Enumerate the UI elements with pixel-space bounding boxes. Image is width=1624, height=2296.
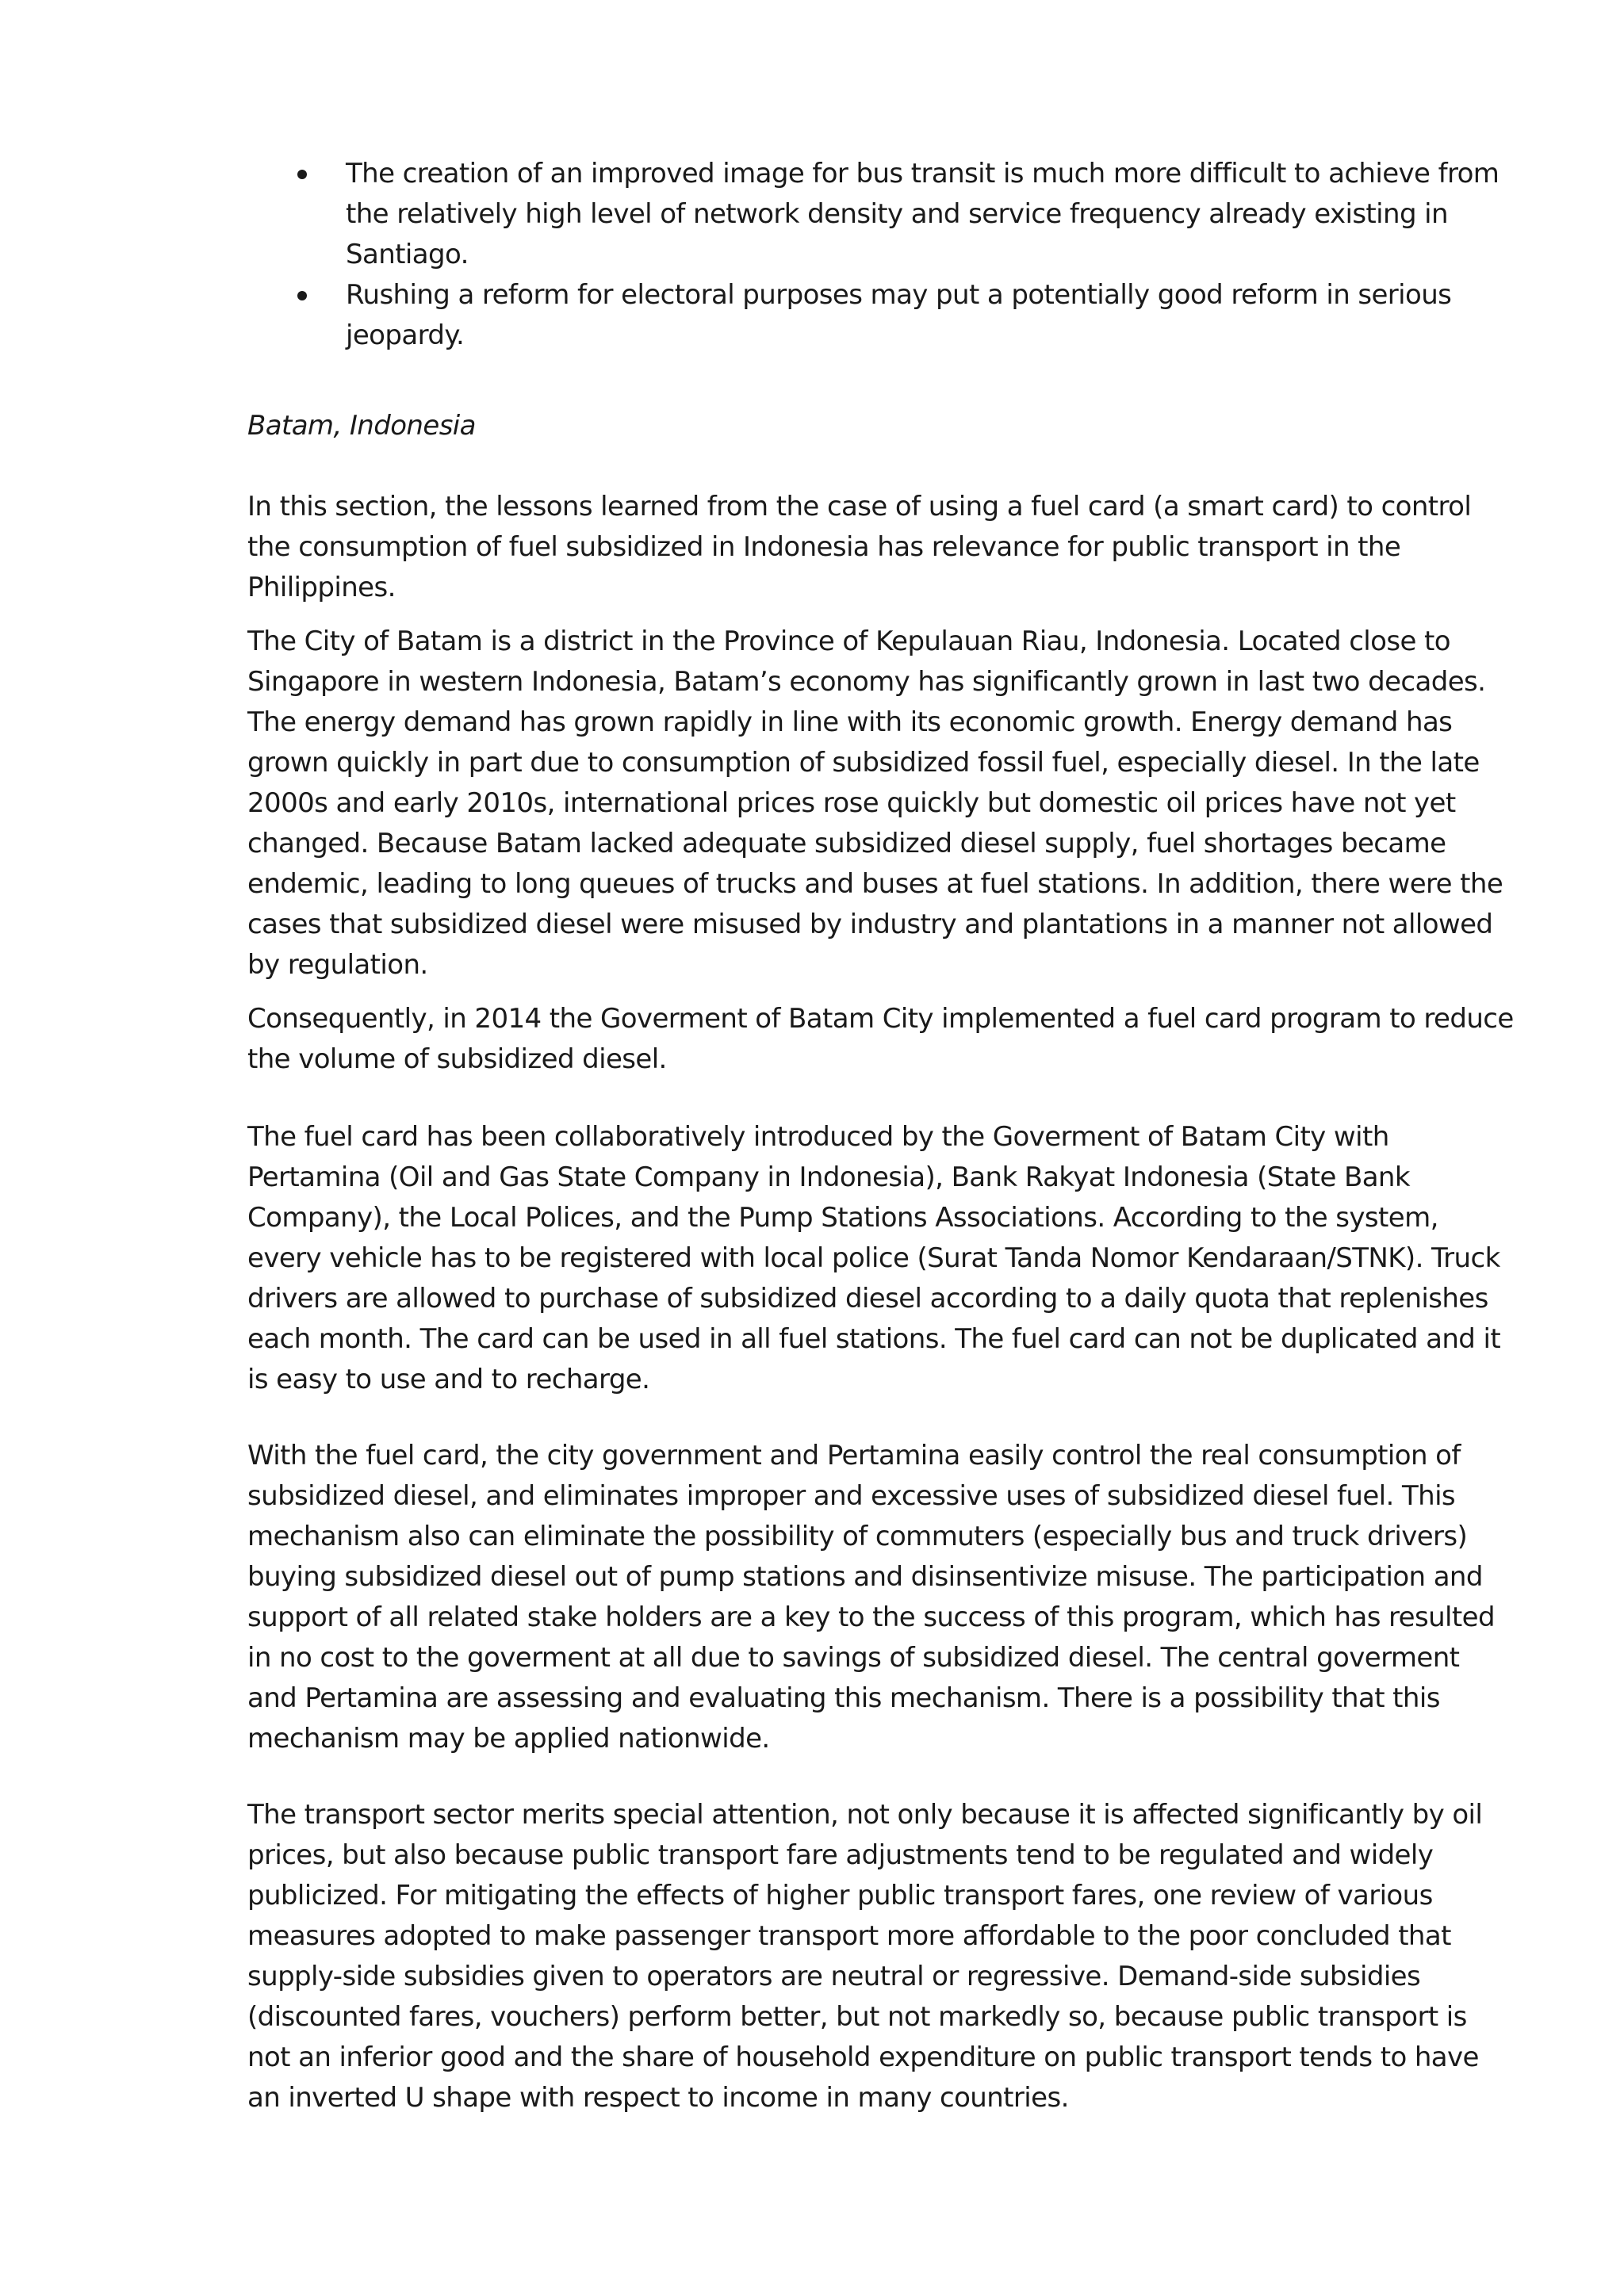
paragraph-fuel-card-introduction: The fuel card has been collaboratively introduced by the Goverment of Batam City with Pertamina (Oil and Gas State Company in Indonesia), Bank Rakyat Indonesia (State Bank Company), the Local Polices, and the Pump Stations Associations. According to the system, every vehicle has to be registered with local police (Surat Tanda Nomor Kendaraan/STNK). Truck drivers are allowed to purchase of subsidized diesel according to a daily quota that replenishes each month. The card can be used in all fuel stations. The fuel card can not be duplicated and it is easy to use and to recharge.	[247, 1121, 1501, 1395]
bullet-item	[247, 154, 1516, 275]
paragraph-city-of-batam: The City of Batam is a district in the Province of Kepulauan Riau, Indonesia. Located close to Singapore in western Indonesia, Batam’s economy has significantly grown in last two decades. The energy demand has grown rapidly in line with its economic growth. Energy demand has grown quickly in part due to consumption of subsidized fossil fuel, especially diesel. In the late 2000s and early 2010s, international prices rose quickly but domestic oil prices have not yet changed. Because Batam lacked adequate subsidized diesel supply, fuel shortages became endemic, leading to long queues of trucks and buses at fuel stations. In addition, there were the cases that subsidized diesel were misused by industry and plantations in a manner not allowed by regulation.	[247, 626, 1503, 981]
bullet-text: Rushing a reform for electoral purposes may put a potentially good reform in serious jeopardy.	[346, 279, 1452, 351]
bullet-item	[247, 275, 1516, 356]
paragraph-fuel-card-program: Consequently, in 2014 the Goverment of Batam City implemented a fuel card program to reduce the volume of subsidized diesel.	[247, 1003, 1514, 1075]
bullet-dot-icon	[297, 291, 307, 300]
document-body	[247, 154, 1516, 2118]
paragraph-fuel-card-benefits: With the fuel card, the city government and Pertamina easily control the real consumption of subsidized diesel, and eliminates improper and excessive uses of subsidized diesel fuel. This mechanism also can eliminate the possibility of commuters (especially bus and truck drivers) buying subsidized diesel out of pump stations and disinsentivize misuse. The participation and support of all related stake holders are a key to the success of this program, which has resulted in no cost to the goverment at all due to savings of subsidized diesel. The central goverment and Pertamina are assessing and evaluating this mechanism. There is a possibility that this mechanism may be applied nationwide.	[247, 1440, 1495, 1755]
paragraph-intro: In this section, the lessons learned from the case of using a fuel card (a smart card) to control the consumption of fuel subsidized in Indonesia has relevance for public transport in the Philippines.	[247, 491, 1472, 603]
bullet-list	[247, 154, 1516, 356]
paragraph-transport-sector: The transport sector merits special attention, not only because it is affected significantly by oil prices, but also because public transport fare adjustments tend to be regulated and widely publicized. For mitigating the effects of higher public transport fares, one review of various measures adopted to make passenger transport more affordable to the poor concluded that supply-side subsidies given to operators are neutral or regressive. Demand-side subsidies (discounted fares, vouchers) perform better, but not markedly so, because public transport is not an inferior good and the share of household expenditure on public transport tends to have an inverted U shape with respect to income in many countries.	[247, 1799, 1483, 2114]
bullet-dot-icon	[297, 170, 307, 179]
section-heading: Batam, Indonesia	[247, 410, 476, 442]
bullet-text: The creation of an improved image for bus transit is much more difficult to achieve from the relatively high level of network density and service frequency already existing in Santiago.	[346, 158, 1500, 270]
